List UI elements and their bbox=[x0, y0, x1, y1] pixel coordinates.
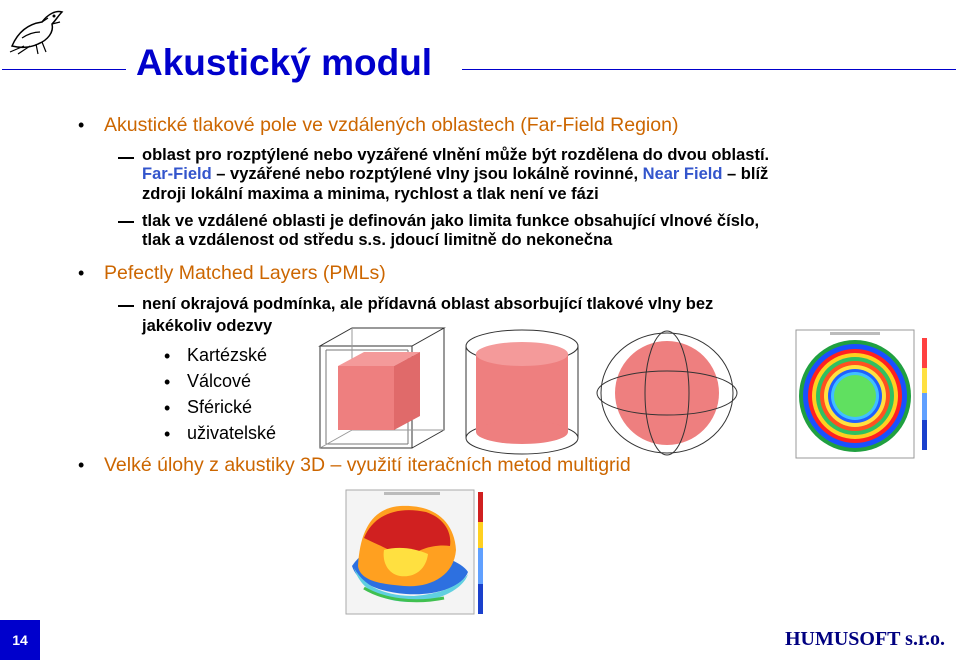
bullet-dot: • bbox=[78, 115, 85, 135]
bullet-dot: • bbox=[164, 372, 171, 392]
bullet-dot: • bbox=[78, 455, 85, 475]
dash bbox=[118, 221, 134, 223]
bullet-far-field: Akustické tlakové pole ve vzdálených oblastech (Far-Field Region) bbox=[104, 114, 679, 136]
bird-logo-icon bbox=[2, 2, 68, 58]
cylindrical-pml-illustration bbox=[462, 326, 582, 460]
pml-type-spherical: Sférické bbox=[187, 397, 253, 417]
pressure-field-ring-plot bbox=[790, 324, 950, 464]
far-field-text-line3: zdroji lokální maxima a minima, rychlost a tlak není ve fázi bbox=[142, 185, 599, 203]
dash bbox=[118, 157, 134, 159]
cartesian-pml-illustration bbox=[312, 326, 452, 460]
pml-type-user: uživatelské bbox=[187, 423, 277, 443]
far-field-term: Far-Field bbox=[142, 165, 212, 183]
far-field-text-line1: oblast pro rozptýlené nebo vyzářené vlnění může být rozdělena do dvou oblastí. bbox=[142, 146, 770, 164]
bullet-dot: • bbox=[78, 263, 85, 283]
pml-type-cylindrical: Válcové bbox=[187, 371, 252, 391]
far-field-description: – vyzářené nebo rozptýlené vlny jsou lokálně rovinné, bbox=[211, 165, 643, 183]
page-number: 14 bbox=[0, 620, 40, 660]
bullet-dot: • bbox=[164, 424, 171, 444]
pml-text-line1: není okrajová podmínka, ale přídavná oblast absorbující tlakové vlny bez bbox=[142, 295, 714, 313]
title-rule-right bbox=[462, 69, 956, 70]
pressure-surface-3d-plot bbox=[344, 488, 492, 618]
title-rule-left bbox=[2, 69, 126, 70]
bullet-dot: • bbox=[164, 346, 171, 366]
company-name: HUMUSOFT s.r.o. bbox=[784, 628, 945, 650]
bullet-pml: Pefectly Matched Layers (PMLs) bbox=[104, 262, 386, 284]
pml-type-cartesian: Kartézské bbox=[187, 345, 268, 365]
limit-text-line1: tlak ve vzdálené oblasti je definován jako limita funkce obsahující vlnové číslo, bbox=[142, 212, 760, 230]
bullet-dot: • bbox=[164, 398, 171, 418]
bullet-multigrid: Velké úlohy z akustiky 3D – využití iteračních metod multigrid bbox=[104, 454, 631, 476]
near-field-end: – blíž bbox=[722, 165, 769, 183]
far-field-text-line2 bbox=[142, 164, 768, 184]
limit-text-line2: tlak a vzdálenost od středu s.s. jdoucí limitně do nekonečna bbox=[142, 231, 613, 249]
spherical-pml-illustration bbox=[592, 326, 742, 460]
near-field-term: Near Field bbox=[642, 165, 723, 183]
page-title: Akustický modul bbox=[136, 42, 433, 83]
dash bbox=[118, 305, 134, 307]
pml-text-line2: jakékoliv odezvy bbox=[142, 317, 273, 335]
